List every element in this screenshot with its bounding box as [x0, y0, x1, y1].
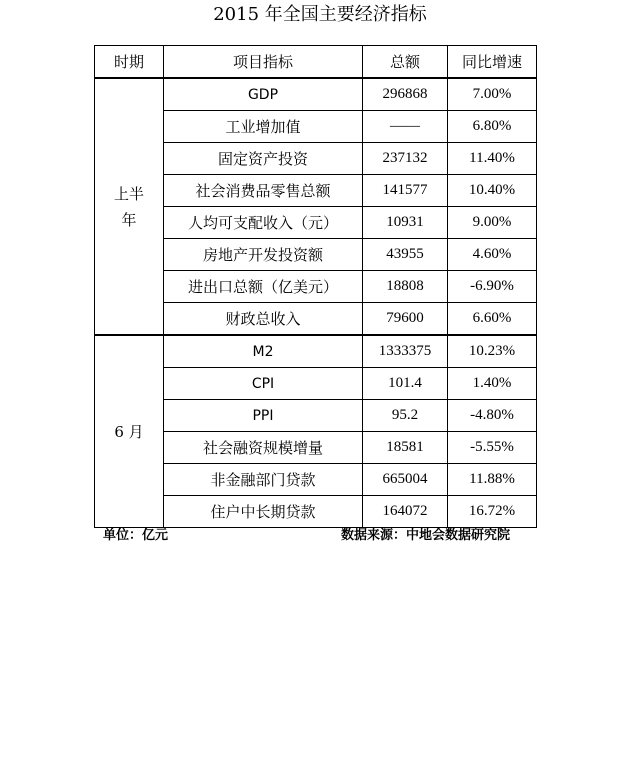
total-cell: 79600 [363, 303, 448, 336]
indicator-cell: 房地产开发投资额 [164, 239, 363, 271]
indicator-cell: 住户中长期贷款 [164, 496, 363, 528]
total-cell: 1333375 [363, 335, 448, 368]
growth-cell: 6.80% [448, 111, 537, 143]
source-note: 数据来源：中地会数据研究院 [341, 528, 511, 543]
total-cell: 164072 [363, 496, 448, 528]
growth-cell: 9.00% [448, 207, 537, 239]
indicator-cell: 社会融资规模增量 [164, 432, 363, 464]
growth-cell: 10.40% [448, 175, 537, 207]
growth-cell: 6.60% [448, 303, 537, 336]
growth-cell: 11.40% [448, 143, 537, 175]
indicator-cell: 财政总收入 [164, 303, 363, 336]
period-label-line: 上半 [113, 184, 144, 203]
total-cell: 43955 [363, 239, 448, 271]
total-cell: 665004 [363, 464, 448, 496]
growth-cell: -6.90% [448, 271, 537, 303]
period-label-line: 年 [121, 210, 137, 229]
total-cell: 101.4 [363, 368, 448, 400]
table-row [95, 335, 537, 368]
indicator-cell: PPI [164, 400, 363, 432]
header-total: 总额 [363, 46, 448, 79]
indicator-cell: 人均可支配收入（元） [164, 207, 363, 239]
total-cell: 141577 [363, 175, 448, 207]
period-cell [95, 78, 164, 335]
unit-note: 单位：亿元 [103, 528, 169, 543]
total-cell: 95.2 [363, 400, 448, 432]
page-title: 2015 年全国主要经济指标 [213, 4, 427, 25]
indicator-cell: GDP [164, 78, 363, 111]
growth-cell: 10.23% [448, 335, 537, 368]
growth-cell: -4.80% [448, 400, 537, 432]
table-header-row [95, 46, 537, 79]
growth-cell: -5.55% [448, 432, 537, 464]
indicator-cell: 工业增加值 [164, 111, 363, 143]
period-cell: 6 月 [95, 335, 164, 528]
growth-cell: 7.00% [448, 78, 537, 111]
indicator-cell: 非金融部门贷款 [164, 464, 363, 496]
indicator-cell: 社会消费品零售总额 [164, 175, 363, 207]
growth-cell: 16.72% [448, 496, 537, 528]
header-indicator: 项目指标 [164, 46, 363, 79]
total-cell: 18581 [363, 432, 448, 464]
indicator-cell: 进出口总额（亿美元） [164, 271, 363, 303]
total-cell: —— [363, 111, 448, 143]
total-cell: 10931 [363, 207, 448, 239]
indicator-cell: M2 [164, 335, 363, 368]
indicator-cell: CPI [164, 368, 363, 400]
growth-cell: 11.88% [448, 464, 537, 496]
header-growth: 同比增速 [448, 46, 537, 79]
growth-cell: 1.40% [448, 368, 537, 400]
indicator-cell: 固定资产投资 [164, 143, 363, 175]
total-cell: 296868 [363, 78, 448, 111]
table-row [95, 78, 537, 111]
growth-cell: 4.60% [448, 239, 537, 271]
indicators-table [94, 45, 537, 528]
total-cell: 237132 [363, 143, 448, 175]
total-cell: 18808 [363, 271, 448, 303]
header-period: 时期 [95, 46, 164, 79]
